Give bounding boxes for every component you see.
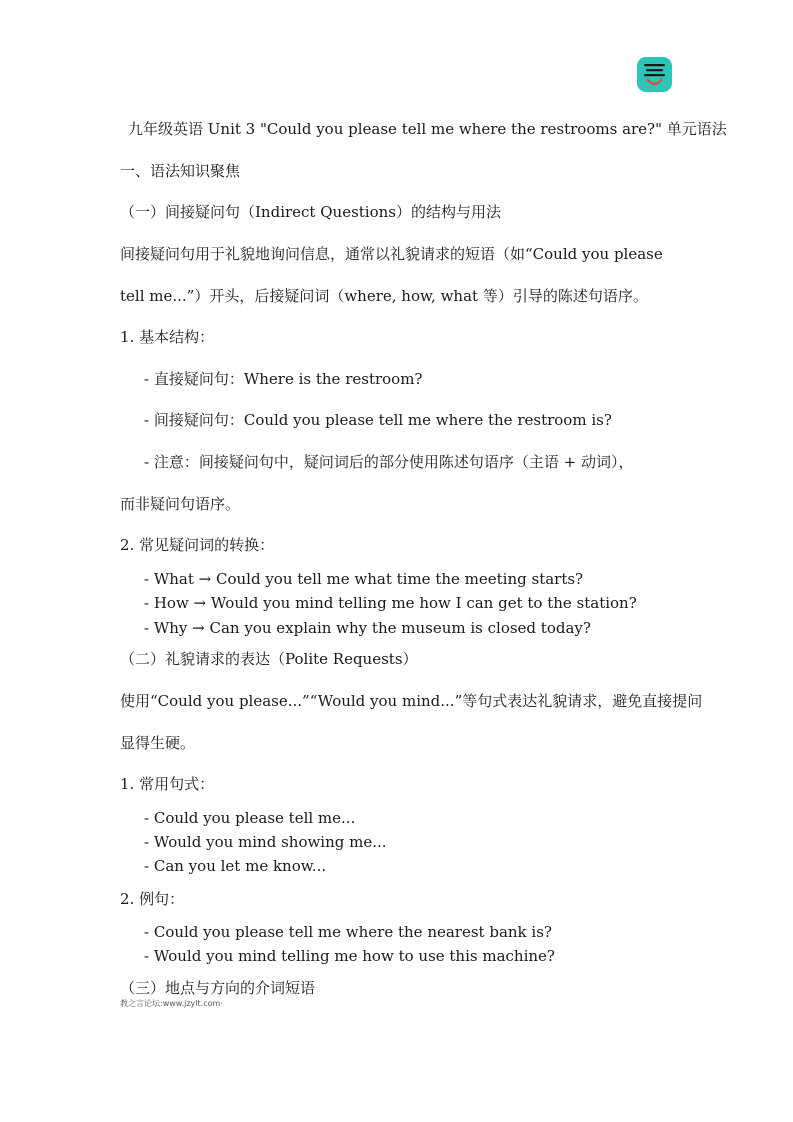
menu-lines-icon xyxy=(637,57,672,92)
list-item-example: - Why → Can you explain why the museum is closed today? xyxy=(144,619,591,637)
item-heading-examples: 2. 例句： xyxy=(120,890,185,908)
item-heading-basic-structure: 1. 基本结构： xyxy=(120,328,215,346)
list-item-pattern: - Could you please tell me... xyxy=(144,809,356,827)
list-item-example: - How → Would you mind telling me how I can get to the station? xyxy=(144,594,637,612)
paragraph-line: 显得生硬。 xyxy=(120,734,196,752)
item-heading-question-words: 2. 常见疑问词的转换： xyxy=(120,536,275,554)
list-item-indirect-question: - 间接疑问句：Could you please tell me where the restroom is? xyxy=(144,411,612,429)
list-item-sentence: - Could you please tell me where the nearest bank is? xyxy=(144,923,552,941)
list-item-direct-question: - 直接疑问句：Where is the restroom? xyxy=(144,370,423,388)
item-heading-common-patterns: 1. 常用句式： xyxy=(120,775,215,793)
list-item-pattern: - Would you mind showing me... xyxy=(144,833,387,851)
paragraph-line: tell me...”）开头，后接疑问词（where, how, what 等）引导的陈述句语序。 xyxy=(120,287,648,305)
page-title: 九年级英语 Unit 3 "Could you please tell me where the restrooms are?" 单元语法 xyxy=(128,120,727,138)
list-item-example: - What → Could you tell me what time the meeting starts? xyxy=(144,570,584,588)
list-item-sentence: - Would you mind telling me how to use this machine? xyxy=(144,947,555,965)
paragraph-line: 间接疑问句用于礼貌地询问信息，通常以礼貌请求的短语（如“Could you please xyxy=(120,245,663,263)
subsection-heading-prepositions: （三）地点与方向的介词短语 xyxy=(120,979,316,997)
paragraph-line: 而非疑问句语序。 xyxy=(120,495,241,513)
section-heading: 一、语法知识聚焦 xyxy=(120,162,241,180)
subsection-heading-indirect-questions: （一）间接疑问句（Indirect Questions）的结构与用法 xyxy=(120,203,501,221)
site-logo xyxy=(637,57,672,92)
list-item-note: - 注意：间接疑问句中，疑问词后的部分使用陈述句语序（主语 + 动词）， xyxy=(144,453,634,471)
subsection-heading-polite-requests: （二）礼貌请求的表达（Polite Requests） xyxy=(120,650,418,668)
footer-source: 教之言论坛:www.jzylt.com· xyxy=(120,999,223,1008)
list-item-pattern: - Can you let me know... xyxy=(144,857,327,875)
paragraph-line: 使用“Could you please...”“Would you mind...”等句式表达礼貌请求，避免直接提问 xyxy=(120,692,703,710)
